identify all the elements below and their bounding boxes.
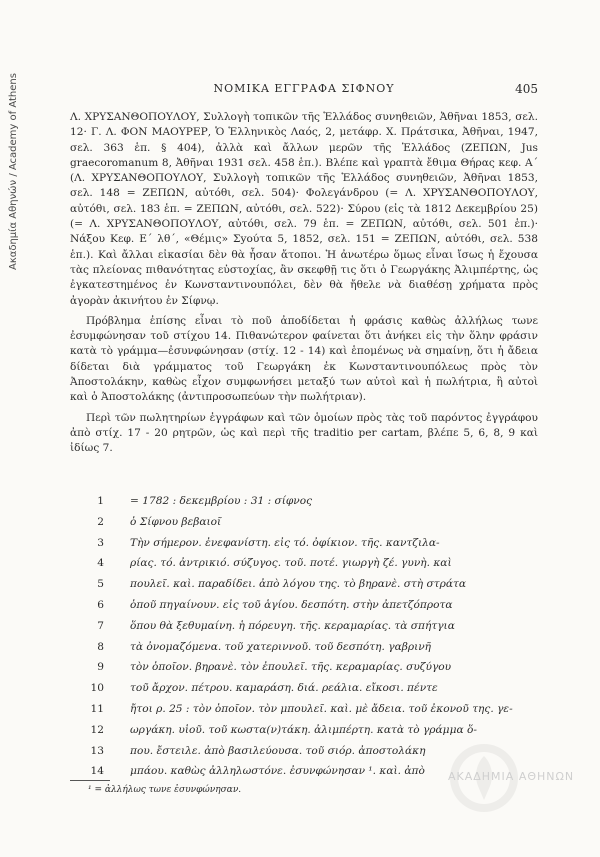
line-text: τοῦ ἄρχον. πέτρου. καμαράση. διά. ρεάλια. εἴκοσι. πέντε	[130, 682, 438, 695]
line-text: ωργάκη. υἱοῦ. τοῦ κωστα(ν)τάκη. ἀλιμπέρτη. κατὰ τὸ γράμμα ὅ-	[130, 723, 477, 736]
line-text: πουλεῖ. καὶ. παραδίδει. ἀπὸ λόγου της. τὸ βηρανὲ. στὴ στράτα	[130, 578, 466, 591]
watermark-text: ΑΚΑΔΗΜΙΑ ΑΘΗΝΩΝ	[448, 770, 575, 783]
transcription-line	[70, 574, 538, 595]
line-number: 11	[90, 702, 104, 715]
transcription-line	[70, 657, 538, 678]
line-number: 6	[97, 598, 104, 611]
transcription-line	[70, 637, 538, 658]
line-number: 8	[97, 640, 104, 653]
line-text: ρίας. τό. ἀντρικιό. σύζυγος. τοῦ. ποτέ. γιωργὴ ζέ. γυνὴ. καὶ	[130, 557, 452, 570]
line-text: τὰ ὀνομαζόμενα. τοῦ χατεριννοῦ. τοῦ δεσπότη. γαβρινῆ	[130, 640, 432, 653]
transcription-line	[70, 491, 538, 512]
line-number: 9	[97, 661, 104, 674]
line-text: ἤτοι ρ. 25 : τὸν ὁποῖον. τὸν μπουλεῖ. καὶ. μὲ ἄδεια. τοῦ ἐκονοῦ της. γε-	[130, 702, 513, 715]
line-text: ὁποῦ πηγαίνουν. εἰς τοῦ ἁγίου. δεσπότη. στὴν ἀπετζόπροτα	[130, 598, 453, 611]
commentary-text	[70, 110, 538, 462]
archive-stamp	[8, 30, 22, 270]
line-text: = 1782 : δεκεμβρίου : 31 : σίφνος	[130, 495, 313, 507]
page-header	[70, 82, 538, 100]
line-text: ὁ Σίφνου βεβαιοῖ	[130, 515, 222, 528]
transcription-line	[70, 678, 538, 699]
line-number: 14	[90, 765, 104, 778]
transcription-line	[70, 720, 538, 741]
page-number: 405	[515, 82, 538, 96]
footnote-rule	[70, 780, 110, 781]
transcription-line	[70, 553, 538, 574]
line-number: 5	[97, 578, 104, 591]
line-text: μπάου. καθὼς ἀλληλωστόνε. ἐσυνφώνησαν ¹. καὶ. ἀπὸ	[130, 765, 425, 778]
line-number: 3	[97, 536, 104, 549]
transcription-line	[70, 512, 538, 533]
line-number: 2	[97, 515, 104, 528]
line-number: 1	[97, 495, 104, 507]
line-number: 12	[90, 723, 104, 736]
line-number: 10	[90, 682, 104, 695]
line-number: 4	[97, 557, 104, 570]
paragraph-3: Περὶ τῶν πωλητηρίων ἐγγράφων καὶ τῶν ὁμοίων πρὸς τὰς τοῦ παρόντος ἐγγράφου ἀπὸ στίχ. 17 - 20 ρητρῶν, ὡς καὶ περὶ τῆς traditio per cartam, βλέπε 5, 6, 8, 9 καὶ ἰδίως 7.	[70, 411, 538, 455]
line-number: 13	[90, 744, 104, 757]
archive-stamp-text: Ακαδημία Αθηνών / Academy of Athens	[8, 73, 19, 270]
line-text: που. ἔστειλε. ἀπὸ βασιλεύουσα. τοῦ σιόρ. ἀποστολάκη	[130, 744, 426, 757]
footnote: ¹ = ἀλλήλως τωνε ἐσυνφώνησαν.	[88, 785, 242, 795]
line-text: Τὴν σήμερον. ἐνεφανίστη. εἰς τό. ὀφίκιον. τῆς. καντζιλα-	[130, 536, 440, 549]
transcription-line	[70, 533, 538, 554]
line-number: 7	[97, 619, 104, 632]
transcription-line	[70, 699, 538, 720]
paragraph-2: Πρόβλημα ἐπίσης εἶναι τὸ ποῦ ἀποδίδεται ἡ φράσις καθὼς ἀλλήλως τωνε ἐσυμφώνησαν τοῦ στίχου 14. Πιθανώτερον φαίνεται ὅτι ἀνήκει εἰς τὴν ὅλην φράσιν κατὰ τὸ γράμμα—ἐσυνφώνησαν (στίχ. 12 - 14) καὶ ἑπομένως νὰ σημαίνῃ, ὅτι ἡ ἄδεια δίδεται διὰ γράμματος τοῦ Γεωργάκη ἐκ Κωνσταντινουπόλεως πρὸς τὸν Ἀποστολάκην, καθὼς εἶχον συμφωνήσει μεταξύ των αὐτοὶ καὶ ἡ πωλήτρια, ἢ αὐτοὶ καὶ ὁ Ἀποστολάκης (ἀντιπροσωπεύων τὴν πωλήτριαν).	[70, 314, 538, 404]
transcription-line	[70, 595, 538, 616]
transcription-line	[70, 616, 538, 637]
document-transcription	[70, 491, 538, 782]
paragraph-1: Λ. ΧΡΥΣΑΝΘΟΠΟΥΛΟΥ, Συλλογὴ τοπικῶν τῆς Ἑλλάδος συνηθειῶν, Ἀθῆναι 1853, σελ. 12· Γ. Λ. ΦΟΝ ΜΑΟΥΡΕΡ, Ὁ Ἑλληνικὸς Λαός, 2, μετάφρ. Χ. Πράτσικα, Ἀθῆναι, 1947, σελ. 363 ἑπ. § 404), ἀλλὰ καὶ ἄλλων μερῶν τῆς Ἑλλάδος (ΖΕΠΩΝ, Jus graecoromanum 8, Ἀθῆναι 1931 σελ. 458 ἑπ.). Βλέπε καὶ γραπτὰ ἔθιμα Θήρας κεφ. Α΄ (Λ. ΧΡΥΣΑΝΘΟΠΟΥΛΟΥ, Συλλογὴ τοπικῶν τῆς Ἑλλάδος συνηθειῶν, Ἀθῆναι 1853, σελ. 148 = ΖΕΠΩΝ, αὐτόθι, σελ. 504)· Φολεγάνδρου (= Λ. ΧΡΥΣΑΝΘΟΠΟΥΛΟΥ, αὐτόθι, σελ. 183 ἑπ. = ΖΕΠΩΝ, αὐτόθι, σελ. 522)· Σύρου (εἰς τὰ 1812 Δεκεμβρίου 25) (= Λ. ΧΡΥΣΑΝΘΟΠΟΥΛΟΥ, αὐτόθι, σελ. 79 ἑπ. = ΖΕΠΩΝ, αὐτόθι, σελ. 501 ἑπ.)· Νάξου Κεφ. Ε΄ λθ΄, «Θέμις» Σyούτα 5, 1852, σελ. 151 = ΖΕΠΩΝ, αὐτόθι, σελ. 538 ἑπ.). Καὶ ἄλλαι εἰκασίαι δὲν θὰ ἦσαν ἄτοποι. Ἡ ἀνωτέρω ὅμως εἶναι ἴσως ἡ ἔχουσα τὰς πλείονας πιθανότητας εὐστοχίας, ἂν σκεφθῇ τις ὅτι ὁ Γεωργάκης Ἀλιμπέρτης, ὡς ἐγκατεστημένος ἐν Κωνσταντινουπόλει, δὲν θὰ ἤθελε νὰ διαθέσῃ χρήματα πρὸς ἀγορὰν ἀκινήτου ἐν Σίφνῳ.	[70, 111, 538, 307]
line-text: τὸν ὁποῖον. βηρανὲ. τὸν ἐπουλεῖ. τῆς. κεραμαρίας. συζύγου	[130, 661, 452, 674]
line-text: ὅπου θὰ ξεθυμαίνη. ἡ πόρευγη. τῆς. κεραμαρίας. τὰ σπήτγια	[130, 619, 455, 632]
running-title: ΝΟΜΙΚΑ ΕΓΓΡΑΦΑ ΣΙΦΝΟΥ	[213, 82, 395, 95]
